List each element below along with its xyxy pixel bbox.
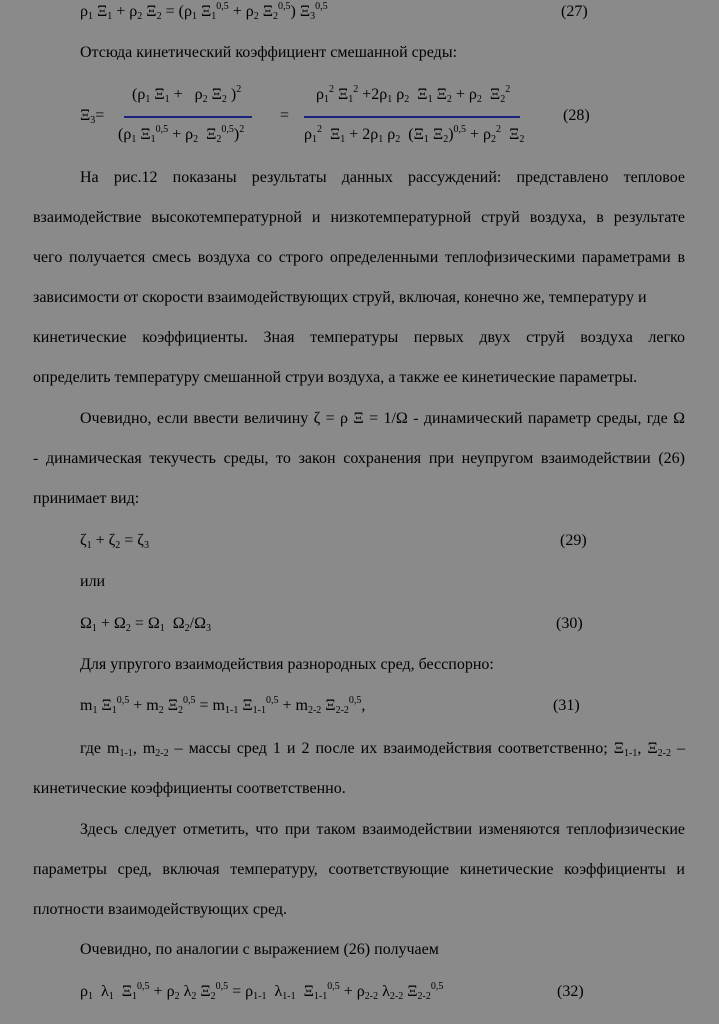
equation-32: $\rho_1$ $\lambda_1$ $\Xi_1^{0,5} + \rho_2$ $\lambda_2$ $\Xi_2^{0,5} = \rho_{1-1}$ $\lambda_{1-1}$ $\Xi_{1-1}^{0,5} + \rho_{2-2}$ $\lambda_{2-2}$ $\Xi_{2-2}^{0,5}$ [80,981,444,1002]
equation-31: $m_1$ $\Xi_1^{0,5} + m_2$ $\Xi_2^{0,5} = m_{1-1}$ $\Xi_{1-1}^{0,5} + m_{2-2}$ $\Xi_{2-2}^{0,5}$, [80,695,366,716]
or-text: или [80,573,106,590]
paragraph-2-line-1: Очевидно, если ввести величину ζ = ρ Ξ = 1/Ω - динамический параметр среды, где Ω [80,410,685,427]
equation-29-number: (29) [560,532,587,549]
paragraph-4-line-2: параметры сред, включая температуру, соответствующие кинетические коэффициенты и [33,861,685,878]
paragraph-1-line-4: зависимости от скорости взаимодействующих струй, включая, конечно же, температуру и [33,289,647,306]
equation-27-number: (27) [561,3,588,20]
paragraph-1-line-3: чего получается смесь воздуха со строго определенными теплофизическими параметрами в [33,249,685,266]
equation-28-numerator-2: $\rho_1^2$ $\Xi_1^2 +2\rho_1$ $\rho_2$ $\Xi_1$ $\Xi_2 + \rho_2$ $\Xi_2^2$ [316,84,511,105]
equation-28-lhs: $\Xi_3=$ [80,107,105,126]
paragraph-3-line-2: кинетические коэффициенты соответственно. [33,780,346,797]
equation-28-numerator-1: ($\rho_1$ $\Xi_1 + \rho_2$ $\Xi_2$ )$^2$ [132,84,242,105]
equation-28-number: (28) [563,107,590,124]
intro-eq-28: Отсюда кинетический коэффициент смешанной среды: [80,44,458,61]
paragraph-1-line-1: На рис.12 показаны результаты данных рассуждений: представлено тепловое [80,169,685,186]
paragraph-1-line-2: взаимодействие высокотемпературной и низкотемпературной струй воздуха, в результате [33,209,685,226]
equation-30-number: (30) [556,615,583,632]
equation-29: $\zeta_1 + \zeta_2 = \zeta_3$ [80,532,149,551]
equation-28-fraction-bar-2 [304,116,520,118]
intro-eq-31: Для упругого взаимодействия разнородных сред, бесспорно: [80,656,494,673]
equation-31-number: (31) [553,697,580,714]
paragraph-1-line-6: определить температуру смешанной струи воздуха, а также ее кинетические параметры. [33,369,638,386]
equation-32-number: (32) [557,983,584,1000]
paragraph-2-line-3: принимает вид: [33,490,140,507]
equation-28-denominator-1: ($\rho_1$ $\Xi_1^{0,5} + \rho_2$ $\Xi_2^{0,5})^2$ [118,124,245,145]
equation-30: $\Omega_1 + \Omega_2 = \Omega_1$ $\Omega_2/\Omega_3$ [80,615,211,634]
paragraph-3-line-1: где $m_{1-1}$, $m_{2-2}$ – массы сред 1 и 2 после их взаимодействия соответственно; $\Xi_{1-1}$, $\Xi_{2-2}$ – [80,740,686,759]
paragraph-4-line-1: Здесь следует отметить, что при таком взаимодействии изменяются теплофизические [80,821,685,838]
intro-eq-32: Очевидно, по аналогии с выражением (26) получаем [80,941,439,958]
equation-28-equals: = [280,107,290,124]
paragraph-2-line-2: - динамическая текучесть среды, то закон сохранения при неупругом взаимодействии (26) [33,450,685,467]
paragraph-1-line-5: кинетические коэффициенты. Зная температуры первых двух струй воздуха легко [33,329,685,346]
equation-28-fraction-bar-1 [124,116,252,118]
equation-28-denominator-2: $\rho_1^2$ $\Xi_1 + 2\rho_1$ $\rho_2$ ($\Xi_1$ $\Xi_2)^{0,5} + \rho_2^2$ $\Xi_2$ [304,124,525,145]
equation-27: $\rho_1$ $\Xi_1 + \rho_2$ $\Xi_2 = (\rho_1$ $\Xi_1^{0,5} + \rho_2$ $\Xi_2^{0,5}$) $\Xi_3^{0,5}$ [80,1,328,22]
paragraph-4-line-3: плотности взаимодействующих сред. [33,901,288,918]
